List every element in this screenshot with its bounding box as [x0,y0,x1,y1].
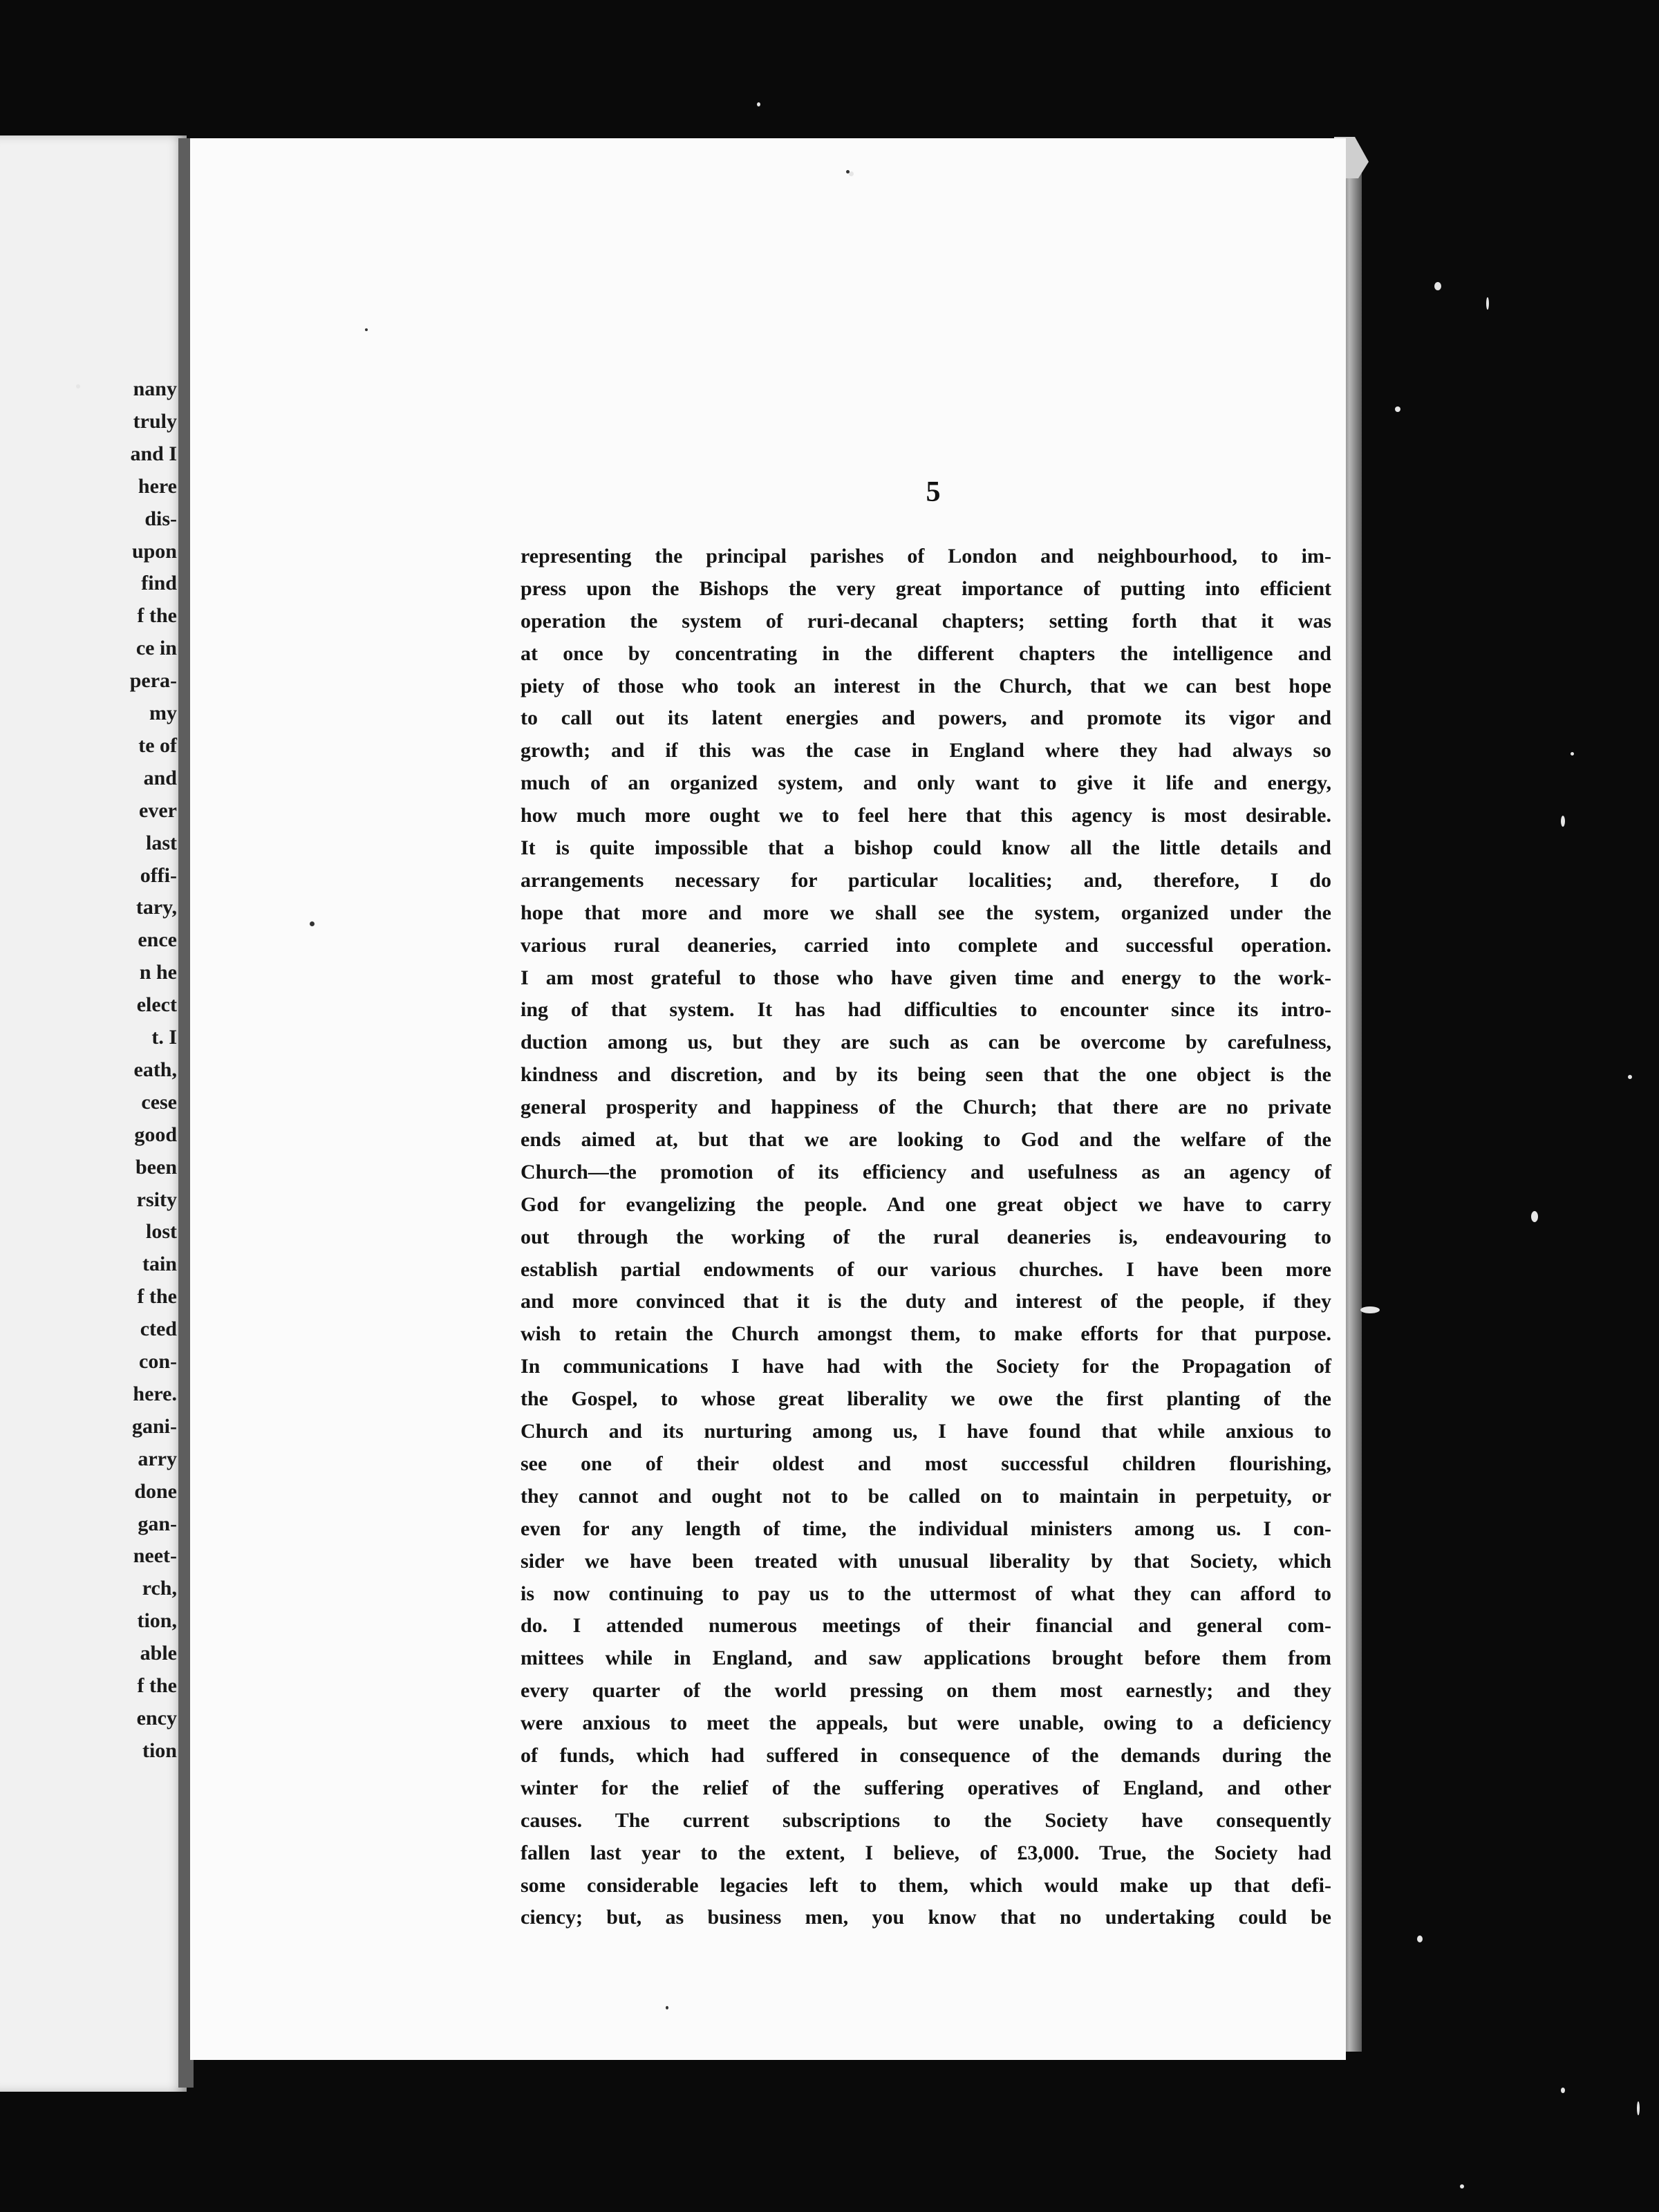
text-line: operation the system of ruri-decanal chapters; setting forth that it was [521,609,1331,632]
text-line: wish to retain the Church amongst them, to make efforts for that purpose. [521,1322,1331,1346]
left-page-text-fragment: pera- [129,669,177,693]
left-page-text-fragment: n he [139,961,177,984]
left-page-text-fragment: eath, [133,1058,177,1081]
left-page-text-fragment: truly [133,409,177,433]
page-speck [666,2006,668,2009]
text-line: growth; and if this was the case in England where they had always so [521,739,1331,762]
left-page-text-fragment: and [143,766,177,789]
left-page-text-fragment: find [141,572,177,595]
scan-speck [1486,297,1489,310]
text-line: piety of those who took an interest in the Church, that we can best hope [521,674,1331,697]
text-line: Church and its nurturing among us, I have found that while anxious to [521,1420,1331,1443]
left-page-text-fragment: and I [130,442,177,465]
left-page-text-fragment: able [140,1642,177,1665]
scan-speck [1571,752,1574,756]
text-line: out through the working of the rural deaneries is, endeavouring to [521,1225,1331,1248]
left-page-text-fragment: rsity [136,1188,177,1211]
left-page-text-fragment: con- [139,1350,177,1373]
text-line: were anxious to meet the appeals, but were unable, owing to a deficiency [521,1712,1331,1735]
left-page-fragment [0,135,187,2092]
scan-speck [1417,1936,1423,1942]
text-line: God for evangelizing the people. And one great object we have to carry [521,1192,1331,1216]
left-page-text-fragment: f the [137,1285,177,1309]
left-page-text-fragment: t. I [151,1026,177,1049]
text-line: press upon the Bishops the very great importance of putting into efficient [521,577,1331,600]
left-page-text-fragment: nany [133,377,177,400]
left-page-text-fragment: my [149,702,177,724]
text-line: much of an organized system, and only want to give it life and energy, [521,771,1331,795]
left-page-text-fragment: te of [138,733,177,757]
text-line: duction among us, but they are such as can be overcome by carefulness, [521,1031,1331,1054]
text-line: every quarter of the world pressing on them most earnestly; and they [521,1679,1331,1703]
text-line: of funds, which had suffered in consequence of the demands during the [521,1743,1331,1767]
scan-speck [1360,1306,1380,1313]
left-page-text-fragment: cese [141,1090,177,1114]
text-line: In communications I have had with the Society for the Propagation of [521,1355,1331,1378]
text-line: It is quite impossible that a bishop could know all the little details and [521,836,1331,860]
left-page-text-fragment: cted [140,1318,177,1341]
left-page-text-fragment: gani- [131,1414,177,1438]
left-page-text-fragment: good [134,1123,177,1146]
text-line: ciency; but, as business men, you know that no undertaking could be [521,1906,1331,1929]
text-line: fallen last year to the extent, I believe, of £3,000. True, the Society had [521,1841,1331,1864]
text-line: general prosperity and happiness of the Church; that there are no private [521,1096,1331,1119]
left-page-text-fragment: tion [142,1738,177,1762]
scan-speck [1434,282,1441,290]
text-line: causes. The current subscriptions to the Society have consequently [521,1808,1331,1832]
text-line: the Gospel, to whose great liberality we owe the first planting of the [521,1387,1331,1411]
page-number: 5 [926,476,941,508]
left-page-text-fragment: ency [136,1706,177,1730]
text-line: kindness and discretion, and by its being seen that the one object is the [521,1063,1331,1087]
body-text [521,541,1331,1934]
left-page-text-fragment: elect [136,993,177,1017]
scan-speck [1637,2101,1640,2115]
text-line: I am most grateful to those who have given time and energy to the work- [521,966,1331,989]
left-page-text-fragment: neet- [133,1544,177,1568]
left-page-text-fragment: arry [138,1447,177,1470]
text-line: ends aimed at, but that we are looking to God and the welfare of the [521,1128,1331,1152]
scan-speck [76,384,80,388]
text-line: to call out its latent energies and powers, and promote its vigor and [521,706,1331,730]
left-page-text-fragment: offi- [140,863,177,887]
left-page-text-fragment: ever [139,798,177,822]
scan-speck [1561,2088,1565,2093]
text-line: sider we have been treated with unusual liberality by that Society, which [521,1549,1331,1573]
left-page-text-fragment: ce in [135,637,177,660]
page-speck [365,328,368,331]
left-page-text-fragment: here [138,474,177,498]
left-page-text-fragment: f the [137,604,177,628]
text-line: they cannot and ought not to be called on to maintain in perpetuity, or [521,1484,1331,1508]
text-line: even for any length of time, the individual ministers among us. I con- [521,1517,1331,1540]
left-page-text-fragment: ence [138,928,177,952]
left-page-text-fragment: lost [146,1220,177,1244]
left-page-text-fragment: gan- [138,1512,177,1535]
left-page-text-fragment: last [146,831,177,854]
text-line: at once by concentrating in the different chapters the intelligence and [521,641,1331,665]
left-page-text-fragment: done [134,1479,177,1503]
text-line: arrangements necessary for particular localities; and, therefore, I do [521,868,1331,892]
text-line: do. I attended numerous meetings of their financial and general com- [521,1614,1331,1638]
text-line: establish partial endowments of our various churches. I have been more [521,1257,1331,1281]
page-speck [846,170,850,174]
left-page-text-fragment: rch, [142,1577,177,1600]
scan-speck [849,171,854,176]
text-line: various rural deaneries, carried into complete and successful operation. [521,933,1331,957]
left-page-text-fragment: here. [133,1382,177,1405]
left-page-text-fragment: tary, [135,896,177,919]
left-page-text-fragment: upon [131,539,177,563]
scan-speck [1531,1211,1538,1222]
scan-speck [1460,2184,1464,2188]
scan-speck [757,102,760,106]
text-line: ing of that system. It has had difficulties to encounter since its intro- [521,998,1331,1022]
left-page-text-fragment: been [135,1155,177,1179]
text-line: mittees while in England, and saw applications brought before them from [521,1647,1331,1670]
page-speck [310,921,315,926]
left-page-text-fragment: dis- [144,507,177,530]
left-page-text-fragment: tion, [137,1609,177,1633]
text-line: see one of their oldest and most successful children flourishing, [521,1452,1331,1475]
text-line: how much more ought we to feel here that this agency is most desirable. [521,804,1331,827]
scan-speck [1628,1075,1632,1079]
main-page [190,138,1346,2060]
text-line: representing the principal parishes of London and neighbourhood, to im- [521,545,1331,568]
text-line: hope that more and more we shall see the system, organized under the [521,901,1331,924]
text-line: Church—the promotion of its efficiency and usefulness as an agency of [521,1160,1331,1183]
scan-speck [1561,816,1565,827]
scan-speck [1395,406,1400,412]
text-line: and more convinced that it is the duty and interest of the people, if they [521,1290,1331,1313]
left-page-text-fragment: f the [137,1674,177,1697]
left-page-text-fragment: tain [142,1253,177,1276]
text-line: some considerable legacies left to them, which would make up that defi- [521,1873,1331,1897]
text-line: is now continuing to pay us to the uttermost of what they can afford to [521,1582,1331,1605]
text-line: winter for the relief of the suffering operatives of England, and other [521,1776,1331,1799]
